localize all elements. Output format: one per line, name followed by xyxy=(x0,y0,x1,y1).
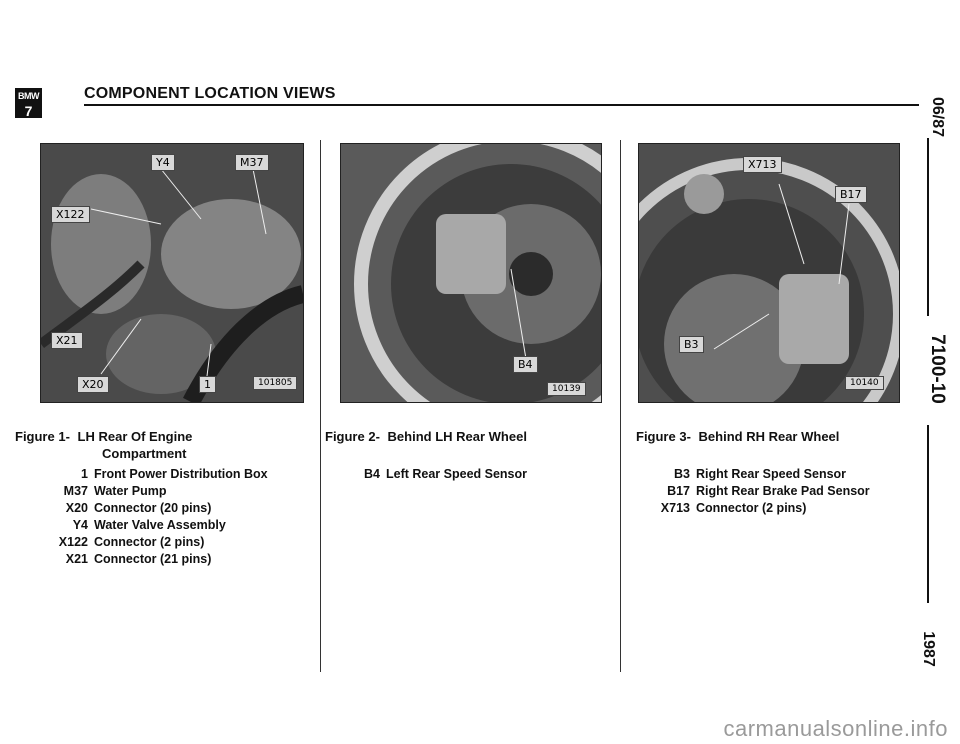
sidebar-date: 06/87 xyxy=(929,97,946,138)
sidebar-rule-2 xyxy=(927,425,929,603)
legend-row xyxy=(646,483,870,500)
figure-1-title: LH Rear Of Engine xyxy=(77,429,193,444)
legend-desc: Water Pump xyxy=(94,484,167,498)
legend-desc: Connector (20 pins) xyxy=(94,501,212,515)
header-rule xyxy=(84,104,919,106)
legend-desc: Connector (2 pins) xyxy=(94,535,205,549)
legend-desc: Front Power Distribution Box xyxy=(94,467,268,481)
figure-1-legend xyxy=(50,466,268,568)
photo-label-x20: X20 xyxy=(77,376,109,393)
photo-label-b3: B3 xyxy=(679,336,704,353)
legend-desc: Connector (2 pins) xyxy=(696,501,807,515)
legend-desc: Right Rear Brake Pad Sensor xyxy=(696,484,870,498)
column-divider-1 xyxy=(320,140,321,672)
photo-id-10139: 10139 xyxy=(547,382,586,396)
figure-1-caption-line2: Compartment xyxy=(102,446,187,461)
legend-code: X122 xyxy=(58,535,88,549)
legend-desc: Left Rear Speed Sensor xyxy=(385,467,527,481)
legend-code: Y4 xyxy=(72,518,88,532)
figure-3-photo xyxy=(638,143,900,403)
figure-3-caption xyxy=(636,428,839,445)
wheel-illustration-rh xyxy=(639,144,899,402)
legend-row xyxy=(50,466,268,483)
figure-2-number: Figure 2- xyxy=(325,429,380,444)
page-title: COMPONENT LOCATION VIEWS xyxy=(84,85,336,102)
legend-desc: Connector (21 pins) xyxy=(94,552,212,566)
legend-desc: Right Rear Speed Sensor xyxy=(696,467,847,481)
legend-code: M37 xyxy=(63,484,88,498)
figure-1-photo xyxy=(40,143,304,403)
sidebar-section: 7100-10 xyxy=(927,334,948,404)
legend-desc: Water Valve Assembly xyxy=(94,518,226,532)
legend-code: B17 xyxy=(667,484,690,498)
figure-1-caption xyxy=(15,428,192,445)
engine-illustration xyxy=(41,144,303,402)
legend-row xyxy=(646,500,870,517)
figure-2-legend xyxy=(364,466,527,483)
figure-3-legend xyxy=(646,466,870,517)
photo-label-x21: X21 xyxy=(51,332,83,349)
photo-id-10140: 10140 xyxy=(845,376,884,390)
photo-label-y4: Y4 xyxy=(151,154,175,171)
legend-code: X713 xyxy=(660,501,690,515)
legend-row xyxy=(50,483,268,500)
figure-1-number: Figure 1- xyxy=(15,429,70,444)
legend-code: B3 xyxy=(674,467,690,481)
legend-row xyxy=(50,551,268,568)
watermark[interactable]: carmanualsonline.info xyxy=(723,716,948,741)
sidebar-year: 1987 xyxy=(920,631,937,667)
photo-label-x713: X713 xyxy=(743,156,782,173)
sidebar-rule-1 xyxy=(927,138,929,316)
figure-2-photo xyxy=(340,143,602,403)
logo-series: 7 xyxy=(17,102,40,118)
figure-2-title: Behind LH Rear Wheel xyxy=(387,429,527,444)
legend-row xyxy=(364,466,527,483)
legend-code: B4 xyxy=(364,467,380,481)
photo-label-b4: B4 xyxy=(513,356,538,373)
photo-label-1: 1 xyxy=(199,376,216,393)
legend-code: 1 xyxy=(81,467,88,481)
legend-code: X20 xyxy=(65,501,88,515)
photo-label-m37: M37 xyxy=(235,154,269,171)
logo-brand: BMW xyxy=(18,91,39,101)
legend-code: X21 xyxy=(65,552,88,566)
figure-3-title: Behind RH Rear Wheel xyxy=(698,429,840,444)
photo-id-101805: 101805 xyxy=(253,376,297,390)
legend-row xyxy=(646,466,870,483)
figure-3-number: Figure 3- xyxy=(636,429,691,444)
bmw-7-logo xyxy=(15,88,42,118)
legend-row xyxy=(50,500,268,517)
wheel-illustration-lh xyxy=(341,144,601,402)
figure-2-caption xyxy=(325,428,527,445)
photo-label-x122: X122 xyxy=(51,206,90,223)
legend-row xyxy=(50,517,268,534)
column-divider-2 xyxy=(620,140,621,672)
legend-row xyxy=(50,534,268,551)
photo-label-b17: B17 xyxy=(835,186,867,203)
